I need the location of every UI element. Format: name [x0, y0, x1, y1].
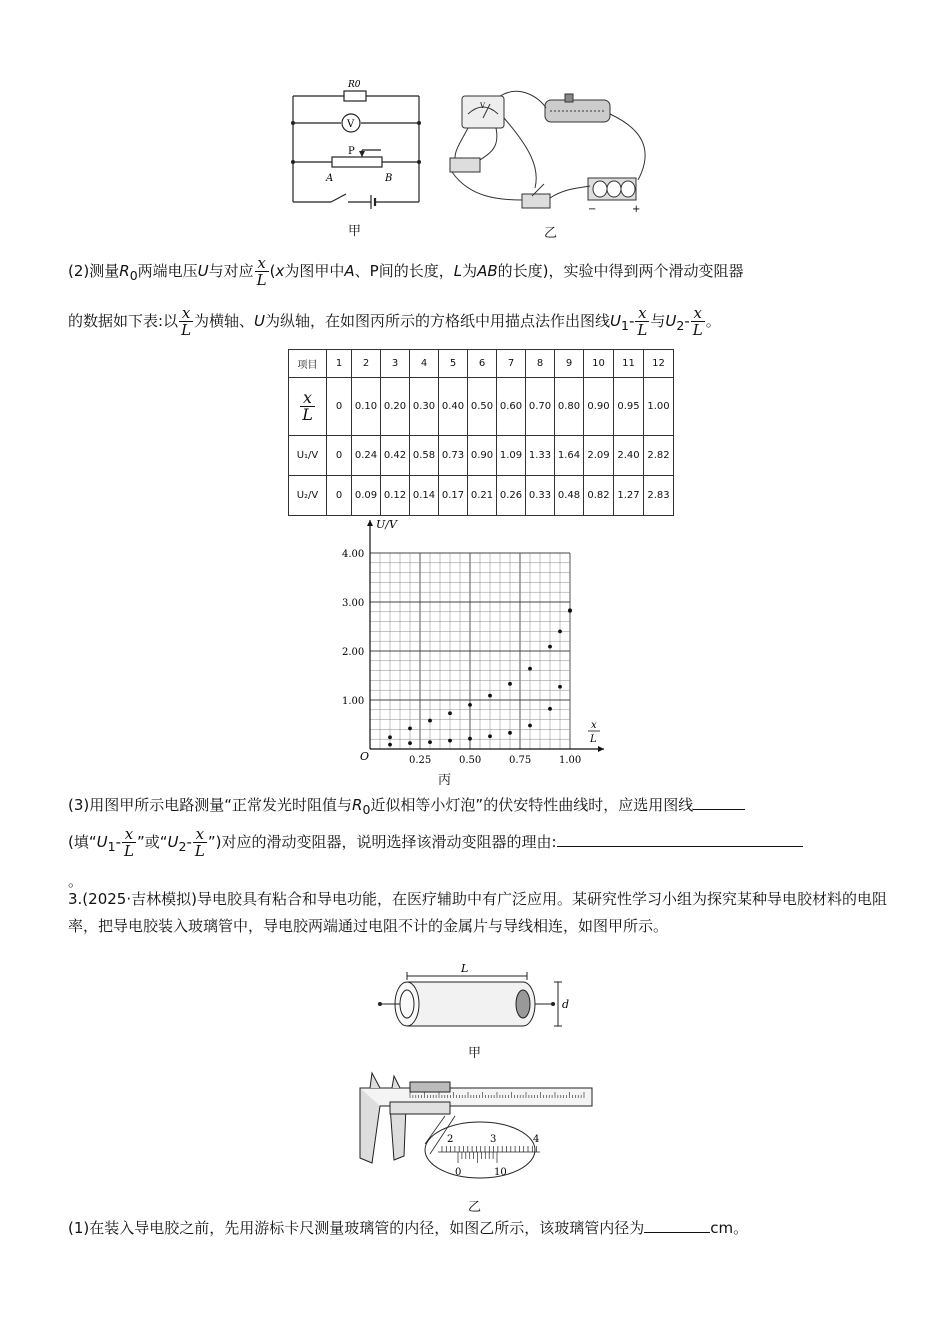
zoom-main-3: 3 — [490, 1134, 497, 1145]
table-header-cell: 10 — [584, 350, 614, 378]
question-2-line1: (2)测量$R_0$两端电压U与对应 $\frac{x}{L}$ (x为图甲中A、P间的长度，L为AB的长度)，实验中得到两个滑动变阻器 — [68, 254, 744, 289]
table-cell: 0.17 — [439, 476, 468, 516]
table-row-u1 — [289, 436, 674, 476]
graph-xlabel-den: L — [590, 734, 597, 745]
caliper-vernier-slider — [390, 1102, 450, 1114]
resistor-r0 — [344, 91, 366, 101]
table-cell: 0.95 — [614, 378, 644, 436]
table-cell: 2.82 — [644, 436, 674, 476]
apparatus-drawing — [440, 88, 670, 218]
table-cell: 0.26 — [497, 476, 526, 516]
data-point-series-1 — [428, 719, 432, 723]
table-cell: 1.00 — [644, 378, 674, 436]
data-point-series-1 — [558, 630, 562, 634]
y-tick-label: 4.00 — [342, 549, 365, 560]
question-2-line2: 的数据如下表:以 $\frac{x}{L}$ 为横轴、U为纵轴，在如图丙所示的方格纸中用描点法作出图线$U_1-$ $\frac{x}{L}$ 与$U_2-$ $\frac{x}{L}$ 。 — [68, 304, 721, 339]
data-point-series-2 — [568, 608, 572, 612]
table-row-x-over-l — [289, 378, 674, 436]
tube-diameter-label: d — [562, 998, 570, 1011]
label-a: A — [326, 173, 334, 184]
switch-device — [522, 194, 550, 208]
table-cell: 1.09 — [497, 436, 526, 476]
data-point-series-2 — [468, 737, 472, 741]
table-cell: 0.30 — [410, 378, 439, 436]
voltmeter-device — [462, 96, 504, 128]
apparatus-v-label: V — [480, 102, 486, 110]
graph-bing — [338, 516, 618, 766]
answer-blank-diameter[interactable] — [644, 1232, 710, 1233]
table-cell: 0.24 — [352, 436, 381, 476]
data-point-series-2 — [508, 731, 512, 735]
table-cell: 0.14 — [410, 476, 439, 516]
table-cell: 0.33 — [526, 476, 555, 516]
vernier-caliper — [350, 1068, 600, 1193]
table-cell: 1.33 — [526, 436, 555, 476]
magnifier-callout — [425, 1122, 535, 1178]
y-tick-label: 3.00 — [342, 598, 365, 609]
table-header-item: 项目 — [289, 350, 327, 378]
table-cell: 0 — [327, 436, 352, 476]
data-point-series-2 — [428, 740, 432, 744]
table-cell: 0.82 — [584, 476, 614, 516]
table-header-cell: 5 — [439, 350, 468, 378]
data-point-series-1 — [388, 735, 392, 739]
table-header-cell: 9 — [555, 350, 584, 378]
data-point-series-2 — [548, 707, 552, 711]
label-plus: + — [632, 204, 641, 215]
table-cell: 0.90 — [468, 436, 497, 476]
subquestion-3-line1: (3)用图甲所示电路测量“正常发光时阻值与$R_0$近似相等小灯泡”的伏安特性曲线时，应选用图线 — [68, 790, 888, 825]
table-cell: 1.27 — [614, 476, 644, 516]
data-point-series-2 — [408, 741, 412, 745]
label-p: P — [348, 146, 355, 157]
table-cell: 0 — [327, 378, 352, 436]
caption-caliper: 乙 — [468, 1200, 482, 1215]
data-point-series-1 — [468, 703, 472, 707]
row-label-x-over-l: $\frac{x}{L}$ — [289, 378, 327, 436]
answer-blank-reason[interactable] — [557, 846, 803, 847]
row-label-u2: U₂/V — [289, 476, 327, 516]
label-b: B — [385, 173, 393, 184]
table-cell: 0.50 — [468, 378, 497, 436]
data-point-series-1 — [408, 727, 412, 731]
table-cell: 0.10 — [352, 378, 381, 436]
table-cell: 0.09 — [352, 476, 381, 516]
table-header-cell: 2 — [352, 350, 381, 378]
y-tick-label: 2.00 — [342, 647, 365, 658]
table-cell: 0.42 — [381, 436, 410, 476]
rheostat-ab — [332, 157, 382, 167]
label-minus: − — [588, 204, 597, 215]
y-tick-label: 1.00 — [342, 696, 365, 707]
table-cell: 0.40 — [439, 378, 468, 436]
table-cell: 0.12 — [381, 476, 410, 516]
data-point-series-2 — [488, 734, 492, 738]
zoom-main-2: 2 — [447, 1134, 454, 1145]
table-cell: 2.83 — [644, 476, 674, 516]
zoom-vernier-10: 10 — [494, 1167, 507, 1178]
caption-apparatus: 乙 — [544, 226, 558, 241]
caption-circuit: 甲 — [348, 224, 362, 239]
answer-blank-curve[interactable] — [693, 809, 745, 810]
data-table — [288, 349, 674, 516]
table-cell: 0.70 — [526, 378, 555, 436]
label-r0: R0 — [348, 80, 361, 90]
table-header-cell: 6 — [468, 350, 497, 378]
table-cell: 0.21 — [468, 476, 497, 516]
table-header-row — [289, 350, 674, 378]
data-point-series-2 — [388, 743, 392, 747]
table-row-u2 — [289, 476, 674, 516]
table-header-cell: 4 — [410, 350, 439, 378]
battery-holder — [450, 158, 480, 172]
zoom-vernier-0: 0 — [455, 1167, 462, 1178]
graph-origin: O — [360, 750, 370, 763]
table-cell: 2.09 — [584, 436, 614, 476]
data-point-series-1 — [448, 711, 452, 715]
subquestion-3-line2: (填“$U_1-$ $\frac{x}{L}$ ”或“$U_2-$ $\frac{x}{L}$ ”)对应的滑动变阻器，说明选择该滑动变阻器的理由: — [68, 826, 888, 862]
table-cell: 0.58 — [410, 436, 439, 476]
graph-ylabel: U/V — [376, 518, 397, 531]
data-point-series-1 — [548, 645, 552, 649]
table-header-cell: 12 — [644, 350, 674, 378]
row-label-u1: U₁/V — [289, 436, 327, 476]
question-3-text: 3.(2025·吉林模拟)导电胶具有粘合和导电功能，在医疗辅助中有广泛应用。某研究性学习小组为探究某种导电胶材料的电阻率，把导电胶装入玻璃管中，导电胶两端通过电阻不计的金属片与导线相连，如图甲所示。 — [68, 890, 887, 935]
table-cell: 0.20 — [381, 378, 410, 436]
table-cell: 1.64 — [555, 436, 584, 476]
table-cell: 0.80 — [555, 378, 584, 436]
data-point-series-2 — [448, 739, 452, 743]
x-tick-label: 0.50 — [459, 755, 482, 766]
circuit-diagram — [286, 74, 436, 214]
caption-graph: 丙 — [438, 773, 452, 788]
table-cell: 0.48 — [555, 476, 584, 516]
data-point-series-2 — [558, 685, 562, 689]
question-3-1: (1)在装入导电胶之前，先用游标卡尺测量玻璃管的内径，如图乙所示，该玻璃管内径为 cm。 — [68, 1219, 749, 1237]
table-cell: 0.60 — [497, 378, 526, 436]
tube-diagram — [375, 962, 575, 1042]
data-point-series-2 — [528, 724, 532, 728]
table-cell: 2.40 — [614, 436, 644, 476]
subquestion-3-line3: 。 — [68, 872, 84, 890]
caption-tube: 甲 — [468, 1046, 482, 1061]
zoom-main-4: 4 — [533, 1134, 540, 1145]
table-header-cell: 3 — [381, 350, 410, 378]
table-header-cell: 8 — [526, 350, 555, 378]
table-cell: 0.73 — [439, 436, 468, 476]
table-cell: 0.90 — [584, 378, 614, 436]
data-point-series-1 — [508, 682, 512, 686]
table-header-cell: 7 — [497, 350, 526, 378]
data-point-series-1 — [528, 667, 532, 671]
x-tick-label: 0.25 — [409, 755, 432, 766]
tube-length-label: L — [461, 962, 469, 975]
data-point-series-1 — [488, 694, 492, 698]
graph-xlabel-num: x — [591, 720, 597, 731]
label-v: V — [347, 119, 355, 130]
fraction-x-over-l: $\frac{x}{L}$ — [256, 254, 267, 289]
x-tick-label: 1.00 — [559, 755, 582, 766]
table-header-cell: 11 — [614, 350, 644, 378]
table-cell: 0 — [327, 476, 352, 516]
table-header-cell: 1 — [327, 350, 352, 378]
x-tick-label: 0.75 — [509, 755, 532, 766]
